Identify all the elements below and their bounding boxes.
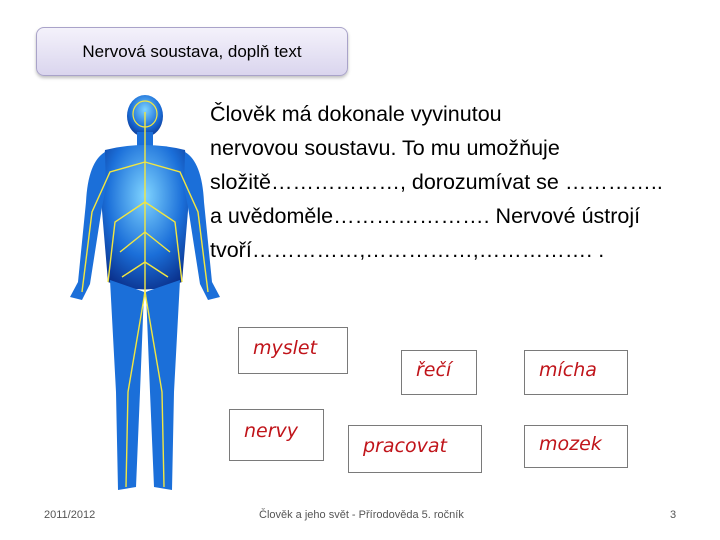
word-card-micha[interactable] xyxy=(524,350,628,395)
text-line: a uvědoměle…………………. Nervové ústrojí xyxy=(210,204,641,228)
word-card-label: nervy xyxy=(244,420,299,442)
word-card-reci[interactable] xyxy=(401,350,477,395)
slide-title: Nervová soustava, doplň text xyxy=(82,41,302,61)
footer-year: 2011/2012 xyxy=(44,509,96,521)
footer-course: Člověk a jeho svět - Přírodověda 5. ročník xyxy=(259,509,464,521)
word-card-label: myslet xyxy=(253,337,318,359)
word-card-myslet[interactable] xyxy=(238,327,348,374)
page-number: 3 xyxy=(670,509,677,521)
text-line: tvoří……………,……………,……………. . xyxy=(210,238,605,262)
word-card-label: mícha xyxy=(539,359,597,381)
word-card-pracovat[interactable] xyxy=(348,425,482,473)
nervous-system-figure-icon xyxy=(60,92,230,502)
word-card-nervy[interactable] xyxy=(229,409,324,461)
fill-in-text xyxy=(210,97,710,267)
text-line: nervovou soustavu. To mu umožňuje xyxy=(210,136,560,160)
text-line: složitě………………, dorozumívat se ………….. xyxy=(210,170,663,194)
word-card-label: mozek xyxy=(539,433,602,455)
word-card-mozek[interactable] xyxy=(524,425,628,468)
slide-title-box xyxy=(36,27,348,76)
word-card-label: řečí xyxy=(416,359,452,381)
word-card-label: pracovat xyxy=(363,435,447,457)
text-line: Člověk má dokonale vyvinutou xyxy=(210,102,502,126)
